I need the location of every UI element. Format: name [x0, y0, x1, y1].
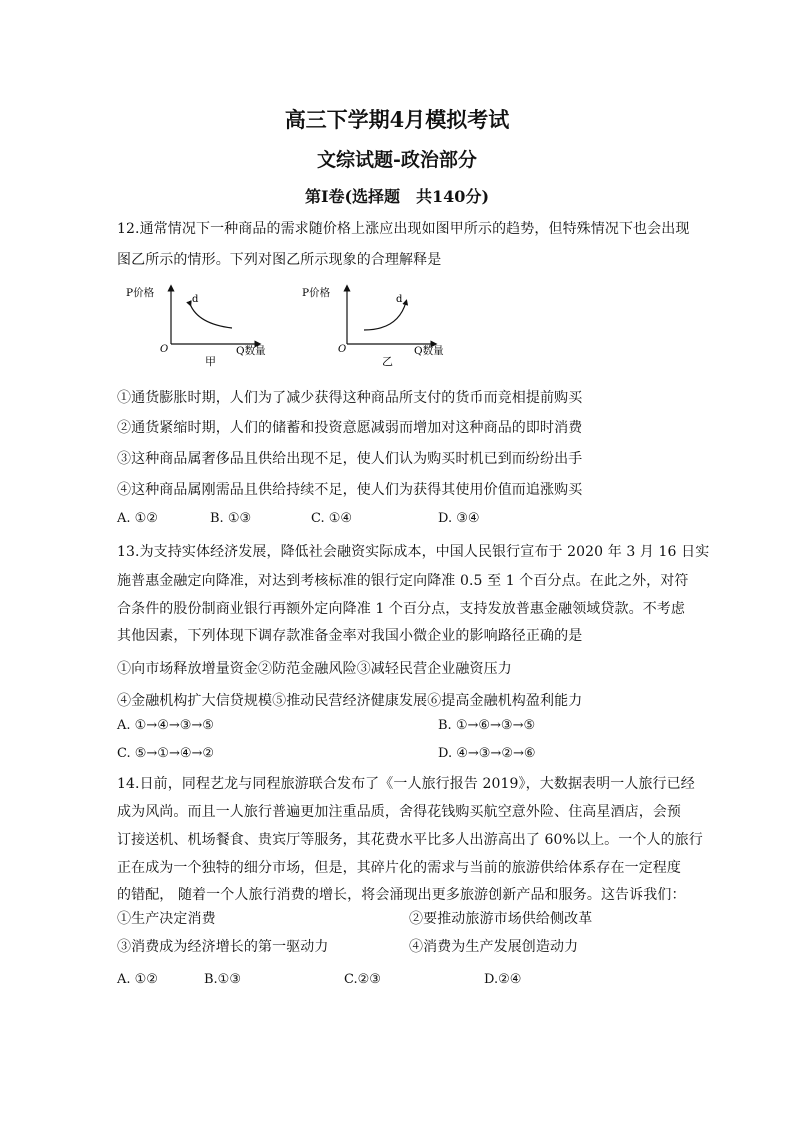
- q13-option-b: B. ①→⑥→③→⑤: [438, 718, 536, 733]
- q12-stem-line: 12.通常情况下一种商品的需求随价格上涨应出现如图甲所示的趋势，但特殊情况下也会出现: [117, 221, 690, 237]
- graph-yi: [298, 282, 478, 372]
- section-heading: 第Ⅰ卷(选择题 共140分): [304, 187, 490, 206]
- q14-stem-line: 14.日前，同程艺龙与同程旅游联合发布了《一人旅行报告 2019》，大数据表明一人旅行已经: [117, 776, 695, 792]
- curve-label: d: [396, 294, 403, 305]
- demand-curve: [364, 302, 406, 330]
- y-label: P价格: [126, 287, 155, 299]
- exam-subtitle: 文综试题-政治部分: [317, 149, 477, 171]
- q13-option-c: C. ⑤→①→④→②: [117, 746, 215, 761]
- q14-option-d: D.②④: [484, 972, 522, 987]
- graph-caption: 甲: [205, 355, 216, 368]
- q13-statement: ④金融机构扩大信贷规模⑤推动民营经济健康发展⑥提高金融机构盈利能力: [117, 693, 583, 709]
- q13-option-d: D. ④→③→②→⑥: [438, 746, 536, 761]
- exam-title: 高三下学期4月模拟考试: [284, 107, 510, 132]
- q12-statement: ③这种商品属奢侈品且供给出现不足，使人们认为购买时机已到而纷纷出手: [117, 451, 583, 467]
- q13-stem-line: 合条件的股份制商业银行再额外定向降准 1 个百分点，支持发放普惠金融领域贷款。不考虑: [117, 601, 686, 617]
- q14-statement: ①生产决定消费: [117, 911, 216, 927]
- q12-option-b: B. ①③: [210, 511, 252, 526]
- q13-option-a: A. ①→④→③→⑤: [117, 718, 214, 733]
- q14-option-c: C.②③: [344, 972, 381, 987]
- q12-statement: ④这种商品属刚需品且供给持续不足，使人们为获得其使用价值而追涨购买: [117, 482, 583, 498]
- q14-stem-line: 成为风尚。而且一人旅行普遍更加注重品质，舍得花钱购买航空意外险、住高星酒店，会预: [117, 804, 681, 820]
- q12-stem-line: 图乙所示的情形。下列对图乙所示现象的合理解释是: [117, 252, 442, 268]
- x-label: Q数量: [236, 345, 266, 357]
- q13-statement: ①向市场释放增量资金②防范金融风险③减轻民营企业融资压力: [117, 661, 512, 677]
- q12-option-d: D. ③④: [438, 511, 480, 526]
- q13-stem-line: 其他因素，下列体现下调存款准备金率对我国小微企业的影响路径正确的是: [117, 628, 583, 644]
- origin-label: O: [338, 344, 347, 355]
- q12-statement: ②通货紧缩时期，人们的储蓄和投资意愿减弱而增加对这种商品的即时消费: [117, 420, 583, 436]
- q12-option-a: A. ①②: [117, 511, 158, 526]
- q14-stem-line: 的错配， 随着一个人旅行消费的增长，将会涌现出更多旅游创新产品和服务。这告诉我们：: [117, 887, 686, 903]
- q13-stem-line: 施普惠金融定向降准，对达到考核标准的银行定向降准 0.5 至 1 个百分点。在此之外，对符: [117, 573, 689, 589]
- q14-option-b: B.①③: [204, 972, 241, 987]
- q12-statement: ①通货膨胀时期，人们为了减少获得这种商品所支付的货币而竞相提前购买: [117, 390, 583, 406]
- q14-option-a: A. ①②: [117, 972, 158, 987]
- q14-stem-line: 订接送机、机场餐食、贵宾厅等服务，其花费水平比多人出游高出了 60%以上。一个人的旅行: [117, 832, 703, 848]
- graph-jia: [120, 282, 300, 372]
- demand-curve: [190, 304, 232, 328]
- q12-option-c: C. ①④: [311, 511, 353, 526]
- graph-caption: 乙: [382, 355, 393, 368]
- x-label: Q数量: [414, 345, 444, 357]
- q14-statement: ②要推动旅游市场供给侧改革: [409, 911, 593, 927]
- y-label: P价格: [302, 287, 331, 299]
- curve-label: d: [192, 294, 199, 305]
- q14-statement: ④消费为生产发展创造动力: [409, 939, 579, 955]
- origin-label: O: [160, 344, 169, 355]
- q13-stem-line: 13.为支持实体经济发展，降低社会融资实际成本，中国人民银行宣布于 2020 年 3 月 16 日实: [117, 544, 710, 560]
- q14-stem-line: 正在成为一个独特的细分市场，但是，其碎片化的需求与当前的旅游供给体系存在一定程度: [117, 860, 681, 876]
- q14-statement: ③消费成为经济增长的第一驱动力: [117, 939, 329, 955]
